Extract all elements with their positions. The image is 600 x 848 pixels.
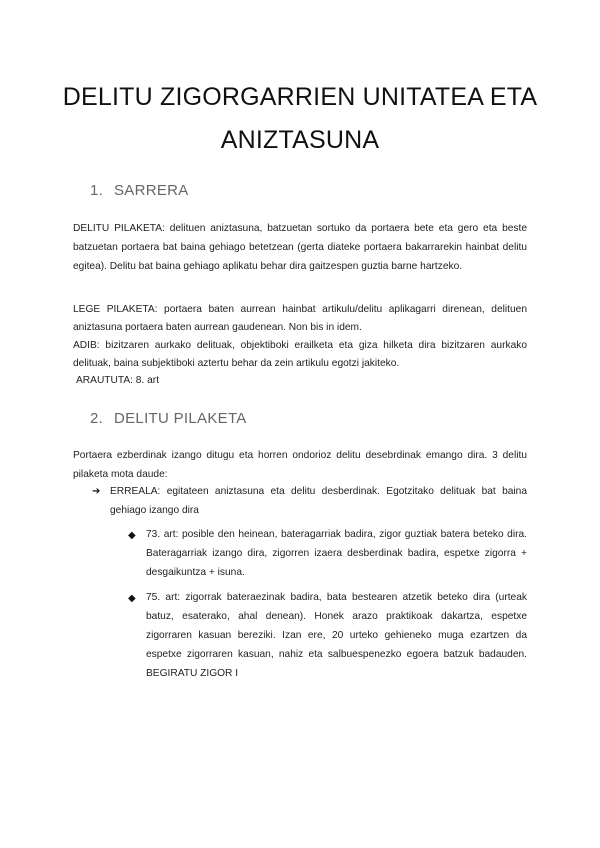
- section-label: DELITU PILAKETA: [114, 410, 247, 427]
- bullet-73-art: 73. art: posible den heinean, bateragarriak badira, zigor guztiak batera beteko dira. Bateragarriak izango dira, zigorren izaera desberdinak badira, espetxe zigorra + desgaikuntza + isuna.: [146, 529, 527, 578]
- paragraph-intro-pilaketa: Portaera ezberdinak izango ditugu eta horren ondorioz delitu desebrdinak emango dira. 3 delitu pilaketa mota daude:: [73, 450, 527, 480]
- title-line-1: DELITU ZIGORGARRIEN UNITATEA ETA: [62, 83, 538, 111]
- paragraph-delitu-pilaketa: DELITU PILAKETA: delituen aniztasuna, batzuetan sortuko da portaera bete eta gero eta beste batzuetan portaera bat baina gehiago betetzean (gerta diateke portaera bakarrarekin hainbat delitu egitea). Delitu bat baina gehiago aplikatu behar dira gaitzespen guztia barne hartzeko.: [73, 223, 527, 272]
- title-line-2: ANIZTASUNA: [220, 126, 380, 154]
- bullet-erreala: ERREALA: egitateen aniztasuna eta delitu desberdinak. Egotzitako delituak bat baina gehiago izango dira: [110, 486, 527, 516]
- paragraph-lege-pilaketa: LEGE PILAKETA: portaera baten aurrean hainbat artikulu/delitu aplikagarri direnean, delituen aniztasuna portaera baten aurrean gaudenean. Non bis in idem.: [73, 304, 527, 333]
- bullet-75-art: 75. art: zigorrak bateraezinak badira, bata bestearen atzetik beteko dira (urteak batuz, esaterako, ahal denean). Honek arazo praktikoak dakartza, espetxe zigorraren kasuan bereziki. Izan ere, 20 urteko gehieneko muga ezartzen da espetxe zigorraren kasuan, nahiz eta salbuespenezko egoera batzuk badauden. BEGIRATU ZIGOR I: [146, 592, 527, 679]
- document-title: [40, 76, 560, 162]
- section-number: 2.: [90, 410, 104, 427]
- arrow-bullet-icon: ➔: [92, 486, 101, 497]
- paragraph-arautuPta: ARAUTUTA: 8. art: [76, 375, 160, 386]
- paragraph-adib: ADIB: bizitzaren aurkako delituak, objektiboki erailketa eta giza hilketa dira bizitzaren aurkako delituak, baina subjektiboki aztertu behar da zein artikulu egotzi jakiteko.: [73, 340, 527, 369]
- section-heading-delitu-pilaketa: [90, 410, 247, 427]
- section-label: SARRERA: [114, 182, 189, 199]
- diamond-bullet-icon: ◆: [128, 530, 136, 541]
- section-number: 1.: [90, 182, 104, 199]
- diamond-bullet-icon: ◆: [128, 593, 136, 604]
- section-heading-sarrera: [90, 182, 189, 199]
